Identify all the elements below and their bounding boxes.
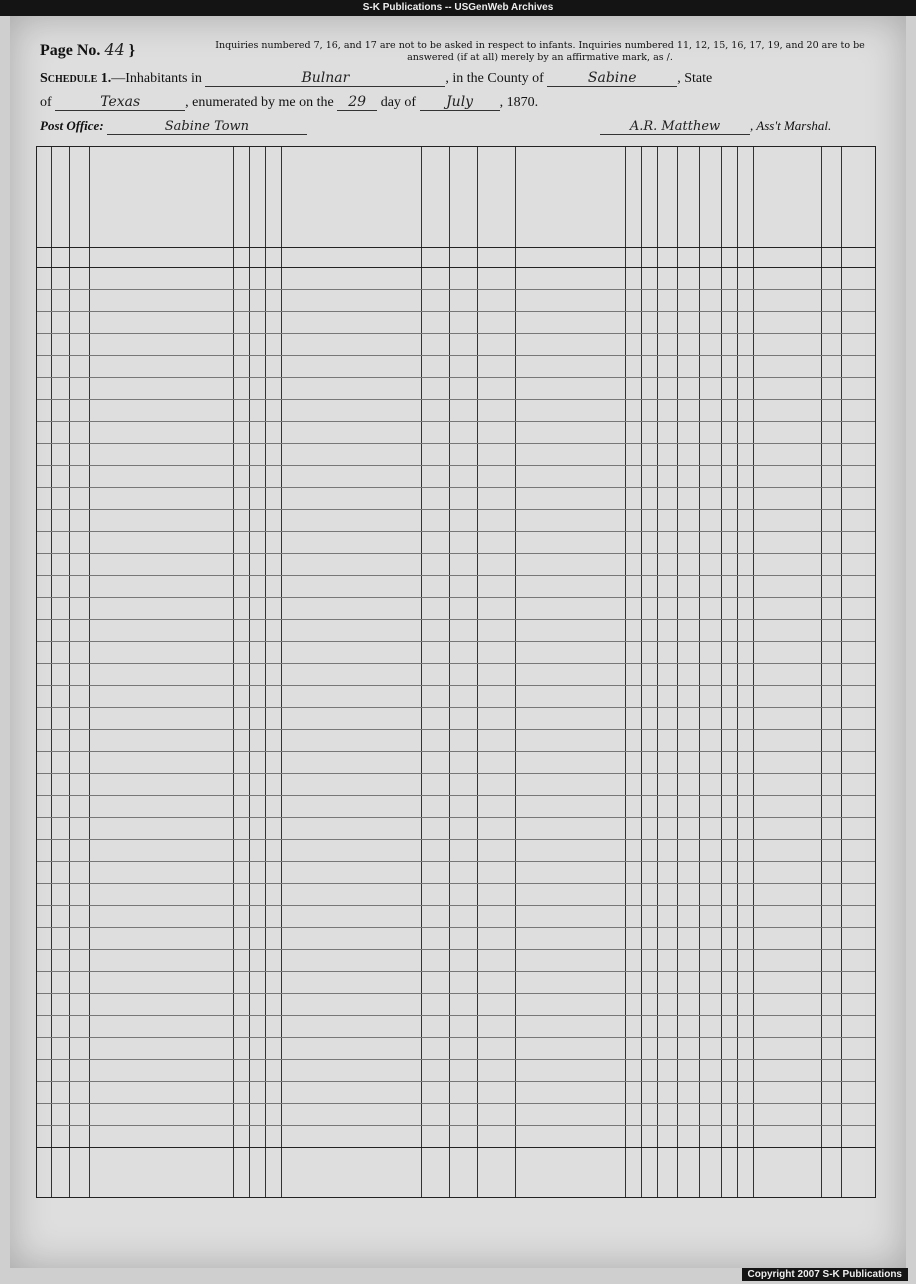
row-divider: [37, 333, 875, 334]
row-divider: [37, 575, 875, 576]
header-col18: [738, 177, 752, 237]
column-divider: [421, 147, 422, 1197]
header-col14: [659, 151, 676, 243]
header-col3: [90, 182, 232, 232]
column-divider: [265, 147, 266, 1197]
column-divider: [721, 147, 722, 1197]
row-divider: [37, 355, 875, 356]
row-divider: [37, 597, 875, 598]
column-divider: [51, 147, 52, 1197]
header-col15: [679, 151, 698, 243]
row-divider: [37, 1037, 875, 1038]
column-divider: [249, 147, 250, 1197]
column-divider: [821, 147, 822, 1197]
month-value: July: [420, 94, 500, 111]
row-divider: [37, 751, 875, 752]
row-divider: [37, 443, 875, 444]
row-divider: [37, 531, 875, 532]
inquiry-notice: Inquiries numbered 7, 16, and 17 are not to be asked in respect to infants. Inquiries numbered 11, 12, 15, 16, 17, 19, and 20 are to be answered (if at all) merely by an affirmative mark, as /.: [215, 40, 865, 63]
row-divider: [37, 421, 875, 422]
row-divider: [37, 707, 875, 708]
column-divider: [737, 147, 738, 1197]
post-office-label: Post Office:: [40, 118, 104, 133]
column-divider: [753, 147, 754, 1197]
enumeration-line: [40, 94, 880, 111]
column-divider: [677, 147, 678, 1197]
row-divider: [37, 289, 875, 290]
row-divider: [37, 509, 875, 510]
header-col7: [282, 182, 420, 232]
place-value: Bulnar: [205, 70, 445, 87]
schedule-label: Schedule 1.: [40, 71, 112, 86]
row-divider: [37, 1059, 875, 1060]
row-divider: [37, 1125, 875, 1126]
header-col5: [251, 151, 264, 243]
row-divider: [37, 399, 875, 400]
state-label: , State: [677, 71, 713, 86]
row-divider: [37, 685, 875, 686]
row-divider: [37, 619, 875, 620]
column-number-divider: [37, 267, 875, 268]
of-label: of: [40, 95, 52, 110]
row-divider: [37, 729, 875, 730]
day-of-label: day of: [380, 95, 417, 110]
page-no-text: Page No.: [40, 42, 101, 59]
row-divider: [37, 641, 875, 642]
header-col1: [53, 151, 68, 243]
row-divider: [37, 839, 875, 840]
row-divider: [37, 663, 875, 664]
row-divider: [37, 905, 875, 906]
row-divider: [37, 949, 875, 950]
column-divider: [841, 147, 842, 1197]
header-col11: [517, 151, 624, 243]
row-divider: [37, 1103, 875, 1104]
page-no-value: 44: [104, 40, 125, 59]
row-divider: [37, 795, 875, 796]
column-divider: [625, 147, 626, 1197]
column-divider: [449, 147, 450, 1197]
column-divider: [281, 147, 282, 1197]
row-divider: [37, 465, 875, 466]
header-col8: [423, 151, 448, 243]
inhabitants-label: —Inhabitants in: [111, 71, 202, 86]
column-divider: [89, 147, 90, 1197]
header-col6: [267, 151, 280, 243]
column-divider: [657, 147, 658, 1197]
day-value: 29: [337, 94, 377, 111]
header-col19: [755, 151, 820, 243]
header-col13: [643, 151, 656, 243]
row-divider: [37, 861, 875, 862]
row-divider: [37, 487, 875, 488]
column-divider: [641, 147, 642, 1197]
enumerated-label: , enumerated by me on the: [185, 95, 334, 110]
marshal-label: , Ass't Marshal.: [750, 118, 832, 133]
row-divider: [37, 311, 875, 312]
row-divider: [37, 927, 875, 928]
column-divider: [233, 147, 234, 1197]
state-value: Texas: [55, 94, 185, 111]
county-label: , in the County of: [445, 71, 544, 86]
row-divider: [37, 553, 875, 554]
column-divider: [515, 147, 516, 1197]
row-divider: [37, 1081, 875, 1082]
column-divider: [477, 147, 478, 1197]
row-divider: [37, 377, 875, 378]
row-divider: [37, 817, 875, 818]
header-col10: [478, 177, 514, 237]
copyright-label: Copyright 2007 S-K Publications: [742, 1268, 908, 1281]
row-divider: [37, 773, 875, 774]
marshal-block: [600, 118, 831, 135]
header-col20: [823, 151, 840, 243]
year-value: , 1870.: [499, 95, 539, 110]
header-divider: [37, 247, 875, 248]
schedule-line: [40, 70, 880, 87]
header-col4: [235, 151, 248, 243]
census-table: [36, 146, 876, 1198]
county-value: Sabine: [547, 70, 677, 87]
header-col9: [451, 151, 476, 243]
header-col17: [723, 151, 736, 243]
page-number-label: Page No. 44 }: [40, 40, 136, 59]
archive-banner: S-K Publications -- USGenWeb Archives: [0, 0, 916, 16]
row-divider: [37, 1015, 875, 1016]
column-divider: [699, 147, 700, 1197]
table-bottom: [37, 1147, 875, 1148]
post-office-value: Sabine Town: [107, 119, 307, 135]
marshal-signature: A.R. Matthew: [600, 119, 750, 135]
column-divider: [69, 147, 70, 1197]
header-col2: [71, 151, 88, 243]
row-divider: [37, 971, 875, 972]
post-office-line: [40, 118, 880, 135]
row-divider: [37, 883, 875, 884]
header-col16: [701, 151, 720, 243]
row-divider: [37, 993, 875, 994]
header-col12: [627, 151, 640, 243]
